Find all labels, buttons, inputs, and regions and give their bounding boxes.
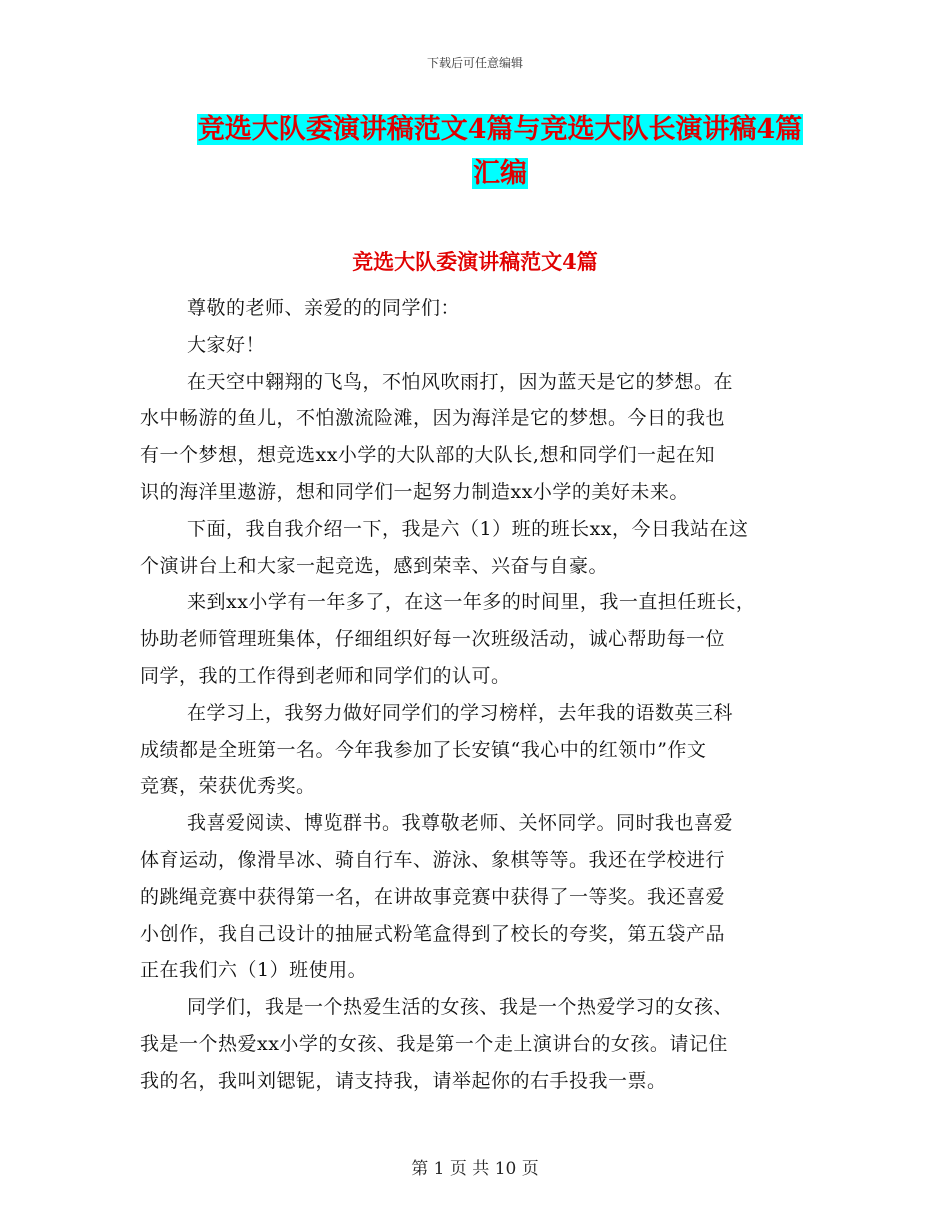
body-line: 我喜爱阅读、博览群书。我尊敬老师、关怀同学。同时我也喜爱 (187, 812, 734, 835)
speech-body (140, 290, 820, 1100)
body-line: 我的名，我叫刘锶铌，请支持我，请举起你的右手投我一票。 (140, 1069, 667, 1092)
body-line: 我是一个热爱xx小学的女孩、我是第一个走上演讲台的女孩。请记住 (140, 1032, 728, 1055)
body-line: 成绩都是全班第一名。今年我参加了长安镇“我心中的红领巾”作文 (140, 738, 707, 761)
main-title-line-1 (140, 108, 860, 152)
body-line: 尊敬的老师、亲爱的的同学们： (187, 297, 461, 319)
body-line: 同学，我的工作得到老师和同学们的认可。 (140, 664, 511, 687)
page-footer: 第 1 页 共 10 页 (411, 1159, 539, 1179)
body-line: 下面，我自我介绍一下，我是六（1）班的班长xx，今日我站在这 (187, 517, 749, 540)
body-line: 在学习上，我努力做好同学们的学习榜样，去年我的语数英三科 (187, 701, 734, 724)
body-line: 大家好！ (187, 333, 266, 356)
body-line: 的跳绳竞赛中获得第一名，在讲故事竞赛中获得了一等奖。我还喜爱 (140, 885, 726, 908)
body-line: 协助老师管理班集体，仔细组织好每一次班级活动，诚心帮助每一位 (140, 628, 726, 651)
body-line: 个演讲台上和大家一起竞选，感到荣幸、兴奋与自豪。 (140, 554, 609, 577)
body-line: 小创作，我自己设计的抽屉式粉笔盒得到了校长的夸奖，第五袋产品 (140, 922, 726, 945)
main-title-line-2 (140, 152, 860, 196)
page-header: 下载后可任意编辑 (426, 56, 523, 70)
body-line: 同学们，我是一个热爱生活的女孩、我是一个热爱学习的女孩、 (187, 996, 734, 1019)
body-line: 识的海洋里遨游，想和同学们一起努力制造xx小学的美好未来。 (140, 480, 689, 503)
body-line: 竞赛，荣获优秀奖。 (140, 775, 316, 798)
body-line: 体育运动，像滑旱冰、骑自行车、游泳、象棋等等。我还在学校进行 (140, 848, 726, 871)
main-title-text-2: 汇编 (473, 158, 527, 189)
main-title-text-1: 竞选大队委演讲稿范文4篇与竞选大队长演讲稿4篇 (197, 114, 803, 145)
body-line: 有一个梦想，想竞选xx小学的大队部的大队长,想和同学们一起在知 (140, 444, 715, 467)
body-line: 在天空中翱翔的飞鸟，不怕风吹雨打，因为蓝天是它的梦想。在 (187, 370, 734, 393)
section-subtitle: 竞选大队委演讲稿范文4篇 (352, 249, 598, 274)
body-line: 水中畅游的鱼儿，不怕激流险滩，因为海洋是它的梦想。今日的我也 (140, 407, 726, 430)
body-line: 正在我们六（1）班使用。 (140, 959, 368, 982)
body-line: 来到xx小学有一年多了，在这一年多的时间里，我一直担任班长， (187, 591, 756, 614)
